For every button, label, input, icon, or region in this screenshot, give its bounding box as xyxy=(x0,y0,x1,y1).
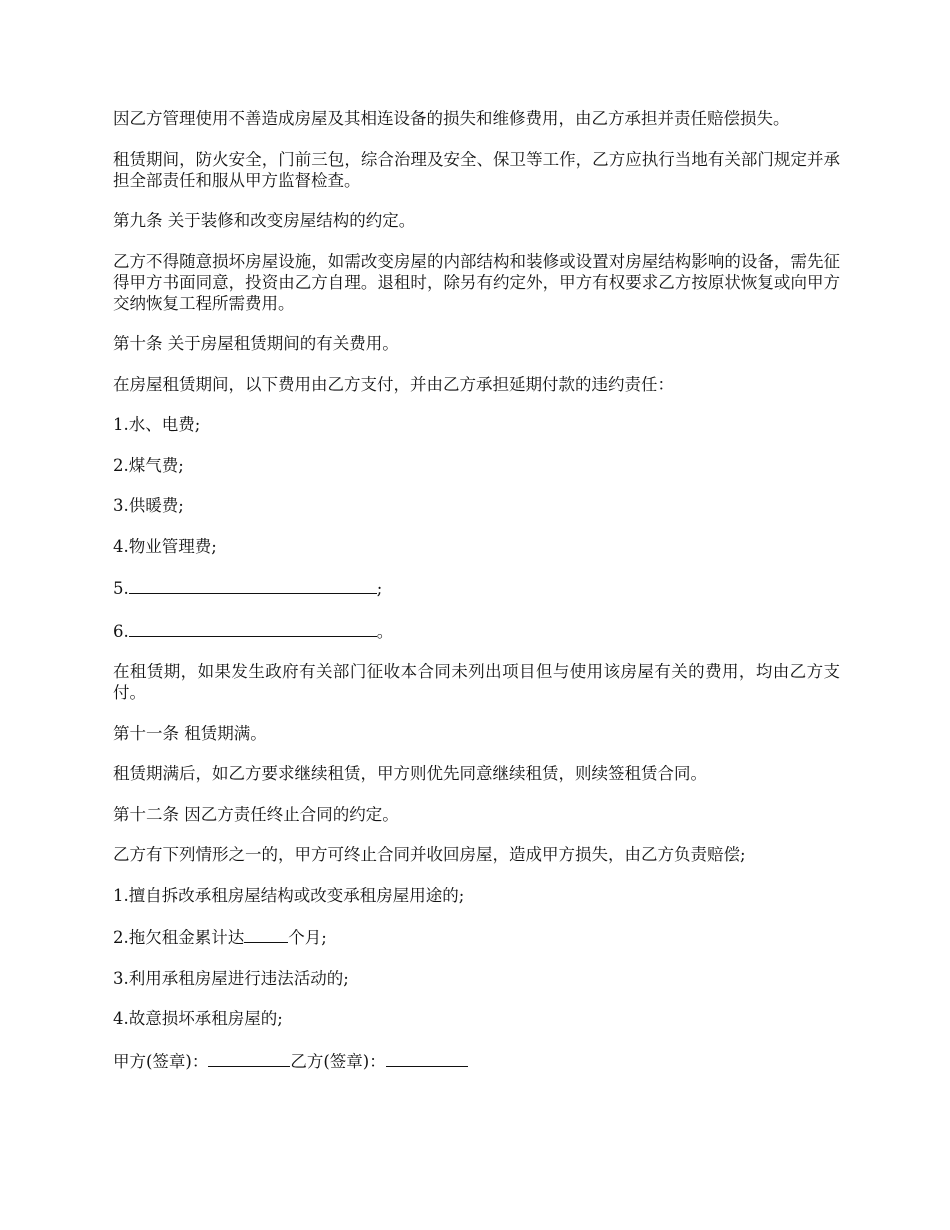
fill-in-blank[interactable] xyxy=(129,576,377,594)
fee-item-punctuation: 。 xyxy=(376,621,394,641)
fee-item-number: 6. xyxy=(113,621,129,641)
fee-item-number: 5. xyxy=(113,579,129,598)
fee-item-blank-6 xyxy=(113,619,840,642)
fee-item-property-management: 4.物业管理费; xyxy=(113,536,217,556)
paragraph-safety-duties: 租赁期间，防火安全，门前三包，综合治理及安全、保卫等工作，乙方应执行当地有关部门规定并承担全部责任和服从甲方监督检查。 xyxy=(113,149,840,190)
signature-line xyxy=(113,1049,840,1072)
party-b-signature-blank[interactable] xyxy=(386,1049,468,1067)
party-a-signature-blank[interactable] xyxy=(208,1049,290,1067)
termination-item-illegal-use: 3.利用承租房屋进行违法活动的; xyxy=(113,968,349,988)
paragraph-damage-liability: 因乙方管理使用不善造成房屋及其相连设备的损失和维修费用，由乙方承担并责任赔偿损失。 xyxy=(113,109,790,128)
article-12-heading: 第十二条 因乙方责任终止合同的约定。 xyxy=(113,804,399,824)
arrears-label: 2.拖欠租金累计达 xyxy=(113,928,245,947)
fee-item-punctuation: ; xyxy=(376,579,383,598)
article-11-heading: 第十一条 租赁期满。 xyxy=(113,723,267,743)
termination-item-structure: 1.擅自拆改承租房屋结构或改变承租房屋用途的; xyxy=(113,885,465,905)
article-10-heading: 第十条 关于房屋租赁期间的有关费用。 xyxy=(113,334,399,353)
fee-item-blank-5 xyxy=(113,576,840,599)
arrears-suffix: 个月; xyxy=(288,928,327,947)
paragraph-termination-intro: 乙方有下列情形之一的，甲方可终止合同并收回房屋，造成甲方损失，由乙方负责赔偿; xyxy=(113,845,746,864)
paragraph-fees-intro: 在房屋租赁期间，以下费用由乙方支付，并由乙方承担延期付款的违约责任： xyxy=(113,374,674,394)
paragraph-renovation-terms: 乙方不得随意损坏房屋设施，如需改变房屋的内部结构和装修或设置对房屋结构影响的设备，需先征得甲方书面同意，投资由乙方自理。退租时，除另有约定外，甲方有权要求乙方按原状恢复或向甲方交纳恢复工程所需费用。 xyxy=(113,251,840,313)
termination-item-damage: 4.故意损坏承租房屋的; xyxy=(113,1009,283,1028)
paragraph-renewal: 租赁期满后，如乙方要求继续租赁，甲方则优先同意继续租赁，则续签租赁合同。 xyxy=(113,764,707,783)
document-page xyxy=(113,108,840,1091)
months-blank[interactable] xyxy=(244,925,288,943)
paragraph-government-fees: 在租赁期，如果发生政府有关部门征收本合同未列出项目但与使用该房屋有关的费用，均由乙方支付。 xyxy=(113,662,840,702)
fill-in-blank[interactable] xyxy=(129,619,377,637)
fee-item-water-electricity: 1.水、电费; xyxy=(113,415,201,434)
termination-item-arrears xyxy=(113,925,840,948)
party-b-label: 乙方(签章)： xyxy=(290,1051,386,1071)
party-a-label: 甲方(签章)： xyxy=(113,1051,209,1071)
article-9-heading: 第九条 关于装修和改变房屋结构的约定。 xyxy=(113,211,416,230)
fee-item-heating: 3.供暖费; xyxy=(113,496,184,515)
fee-item-gas: 2.煤气费; xyxy=(113,455,184,475)
